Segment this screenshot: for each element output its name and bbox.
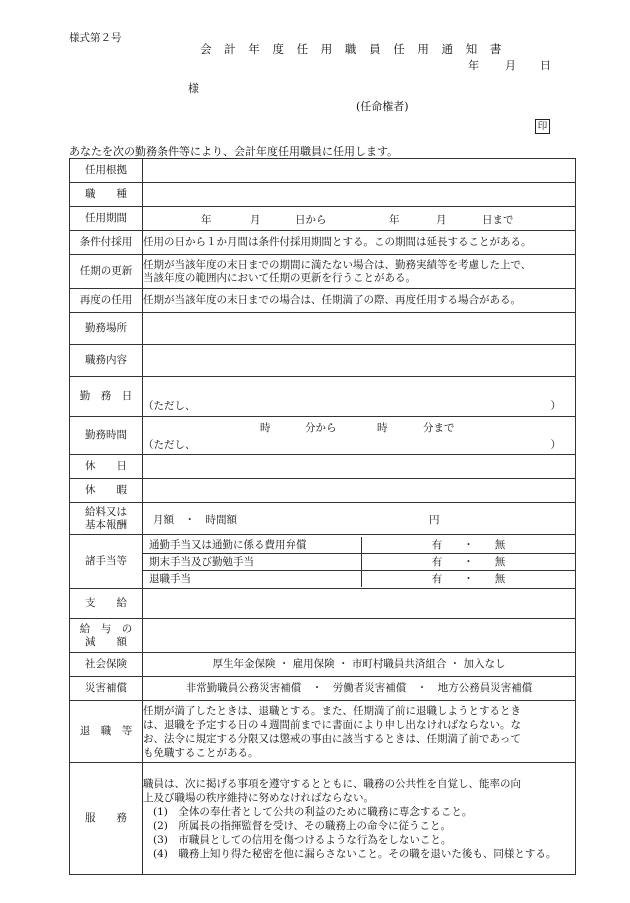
label-allowances: 諸手当等 bbox=[70, 535, 143, 589]
value-holidays[interactable] bbox=[143, 455, 576, 479]
service-line: 上及び職場の秩序維持に努めなければならない。 bbox=[143, 791, 374, 804]
row-insurance bbox=[70, 653, 576, 677]
label-service: 服 務 bbox=[70, 763, 143, 875]
value-workdays[interactable] bbox=[143, 377, 576, 417]
reduction-label-line-1: 給 与 の bbox=[79, 622, 133, 635]
value-duties[interactable] bbox=[143, 345, 576, 377]
allowance-row bbox=[143, 570, 575, 587]
value-period[interactable] bbox=[143, 207, 576, 231]
retirement-line: は、退職を予定する日の４週間前までに書面により申し出なければならない。な bbox=[143, 718, 521, 731]
row-basis bbox=[70, 159, 576, 183]
seal-mark: 印 bbox=[535, 119, 550, 134]
value-reappoint: 任期が当該年度の末日までの場合は、任期満了の際、再度任用する場合がある。 bbox=[143, 289, 576, 313]
label-workdays: 勤 務 日 bbox=[70, 377, 143, 417]
retirement-line: 任期が満了したときは、退職とする。また、任期満了前に退職しようとするとき bbox=[143, 704, 521, 717]
worktime-note-close: ） bbox=[550, 439, 561, 451]
row-conditional bbox=[70, 231, 576, 255]
value-job[interactable] bbox=[143, 183, 576, 207]
row-workplace bbox=[70, 313, 576, 345]
worktime-hour-from: 時 bbox=[260, 422, 271, 434]
document-title: 会 計 年 度 任 用 職 員 任 用 通 知 書 bbox=[200, 42, 506, 56]
allowance-name: 通勤手当又は通勤に係る費用弁償 bbox=[143, 537, 362, 554]
label-compensation: 災害補償 bbox=[70, 677, 143, 701]
renewal-line-2: 当該年度の範囲内において任期の更新を行うことがある。 bbox=[143, 271, 416, 284]
salary-label-line-2: 基本報酬 bbox=[85, 518, 127, 531]
service-list-item: (4) 職務上知り得た秘密を他に漏らさないこと。その職を退いた後も、同様とする。 bbox=[153, 847, 557, 860]
row-holidays bbox=[70, 455, 576, 479]
allowances-table bbox=[143, 537, 575, 587]
date-year: 年 bbox=[468, 59, 479, 72]
row-worktime bbox=[70, 417, 576, 455]
renewal-line-1: 任期が当該年度の末日までの期間に満たない場合は、勤務実績等を考慮した上で、 bbox=[143, 258, 532, 271]
value-service bbox=[143, 763, 576, 875]
addressee-suffix: 様 bbox=[188, 82, 199, 95]
period-day-to: 日まで bbox=[482, 214, 514, 226]
allowance-choice[interactable]: 有 ・ 無 bbox=[431, 539, 506, 551]
allowance-row bbox=[143, 553, 575, 570]
row-workdays bbox=[70, 377, 576, 417]
period-month-to: 月 bbox=[436, 214, 447, 226]
allowance-row bbox=[143, 537, 575, 554]
value-retirement bbox=[143, 701, 576, 763]
row-salary bbox=[70, 503, 576, 535]
row-job bbox=[70, 183, 576, 207]
allowance-name: 期末手当及び勤勉手当 bbox=[143, 553, 362, 570]
period-month-from: 月 bbox=[250, 214, 261, 226]
row-renewal bbox=[70, 255, 576, 289]
row-period bbox=[70, 207, 576, 231]
row-allowances bbox=[70, 535, 576, 589]
label-payment: 支 給 bbox=[70, 589, 143, 619]
value-conditional: 任用の日から１か月間は条件付採用期間とする。この期間は延長することがある。 bbox=[143, 231, 576, 255]
service-list-item: (3) 市職員としての信用を傷つけるような行為をしないこと。 bbox=[153, 833, 452, 846]
allowance-choice[interactable]: 有 ・ 無 bbox=[362, 553, 576, 570]
label-duties: 職務内容 bbox=[70, 345, 143, 377]
worktime-hour-to: 時 bbox=[377, 422, 388, 434]
service-list-item: (2) 所属長の指揮監督を受け、その職務上の命令に従うこと。 bbox=[153, 819, 451, 832]
label-job: 職 種 bbox=[70, 183, 143, 207]
workdays-note-open: （ただし、 bbox=[143, 400, 196, 412]
row-retirement bbox=[70, 701, 576, 763]
label-reappoint: 再度の任用 bbox=[70, 289, 143, 313]
date-day: 日 bbox=[540, 59, 551, 72]
value-renewal bbox=[143, 255, 576, 289]
value-worktime[interactable] bbox=[143, 417, 576, 455]
worktime-note-open: （ただし、 bbox=[143, 439, 196, 451]
period-year-from: 年 bbox=[201, 214, 212, 226]
salary-label-line-1: 給料又は bbox=[85, 505, 127, 518]
date-month: 月 bbox=[505, 59, 516, 72]
label-retirement: 退 職 等 bbox=[70, 701, 143, 763]
row-leave bbox=[70, 479, 576, 503]
label-worktime: 勤務時間 bbox=[70, 417, 143, 455]
value-basis[interactable] bbox=[143, 159, 576, 183]
label-renewal: 任期の更新 bbox=[70, 255, 143, 289]
retirement-line: お、法令に規定する分限又は懲戒の事由に該当するときは、任期満了前であって bbox=[143, 732, 521, 745]
label-conditional: 条件付採用 bbox=[70, 231, 143, 255]
value-compensation[interactable]: 非常勤職員公務災害補償 ・ 労働者災害補償 ・ 地方公務員災害補償 bbox=[143, 677, 576, 701]
value-payment[interactable] bbox=[143, 589, 576, 619]
period-year-to: 年 bbox=[389, 214, 400, 226]
worktime-min-from: 分から bbox=[305, 422, 337, 434]
value-allowances bbox=[143, 535, 576, 589]
period-day-from: 日から bbox=[295, 214, 327, 226]
worktime-min-to: 分まで bbox=[423, 422, 455, 434]
value-insurance[interactable]: 厚生年金保険 ・ 雇用保険 ・ 市町村職員共済組合 ・ 加入なし bbox=[143, 653, 576, 677]
salary-yen-unit: 円 bbox=[429, 514, 440, 526]
value-reduction[interactable] bbox=[143, 619, 576, 653]
allowance-name: 退職手当 bbox=[143, 570, 362, 587]
allowance-choice[interactable]: 有 ・ 無 bbox=[362, 570, 576, 587]
service-list-item: (1) 全体の奉仕者として公共の利益のために職務に専念すること。 bbox=[153, 805, 473, 818]
conditions-table bbox=[69, 158, 576, 875]
row-reappoint bbox=[70, 289, 576, 313]
row-duties bbox=[70, 345, 576, 377]
label-salary bbox=[70, 503, 143, 535]
label-reduction bbox=[70, 619, 143, 653]
appointer-label: (任命権者) bbox=[356, 100, 409, 113]
row-service bbox=[70, 763, 576, 875]
value-salary[interactable] bbox=[143, 503, 576, 535]
service-line: 職員は、次に掲げる事項を遵守するとともに、職務の公共性を自覚し、能率の向 bbox=[143, 777, 521, 790]
form-number: 様式第２号 bbox=[69, 32, 122, 44]
label-period: 任用期間 bbox=[70, 207, 143, 231]
value-leave[interactable] bbox=[143, 479, 576, 503]
row-payment bbox=[70, 589, 576, 619]
label-insurance: 社会保険 bbox=[70, 653, 143, 677]
salary-type-choice: 月額 ・ 時間額 bbox=[153, 514, 237, 526]
label-leave: 休 暇 bbox=[70, 479, 143, 503]
row-reduction bbox=[70, 619, 576, 653]
label-basis: 任用根拠 bbox=[70, 159, 143, 183]
reduction-label-line-2: 減 額 bbox=[85, 635, 127, 648]
label-workplace: 勤務場所 bbox=[70, 313, 143, 345]
retirement-line: も免職することがある。 bbox=[143, 746, 259, 759]
label-holidays: 休 日 bbox=[70, 455, 143, 479]
row-compensation bbox=[70, 677, 576, 701]
intro-text: あなたを次の勤務条件等により、会計年度任用職員に任用します。 bbox=[69, 145, 399, 158]
value-workplace[interactable] bbox=[143, 313, 576, 345]
workdays-note-close: ） bbox=[550, 400, 561, 412]
